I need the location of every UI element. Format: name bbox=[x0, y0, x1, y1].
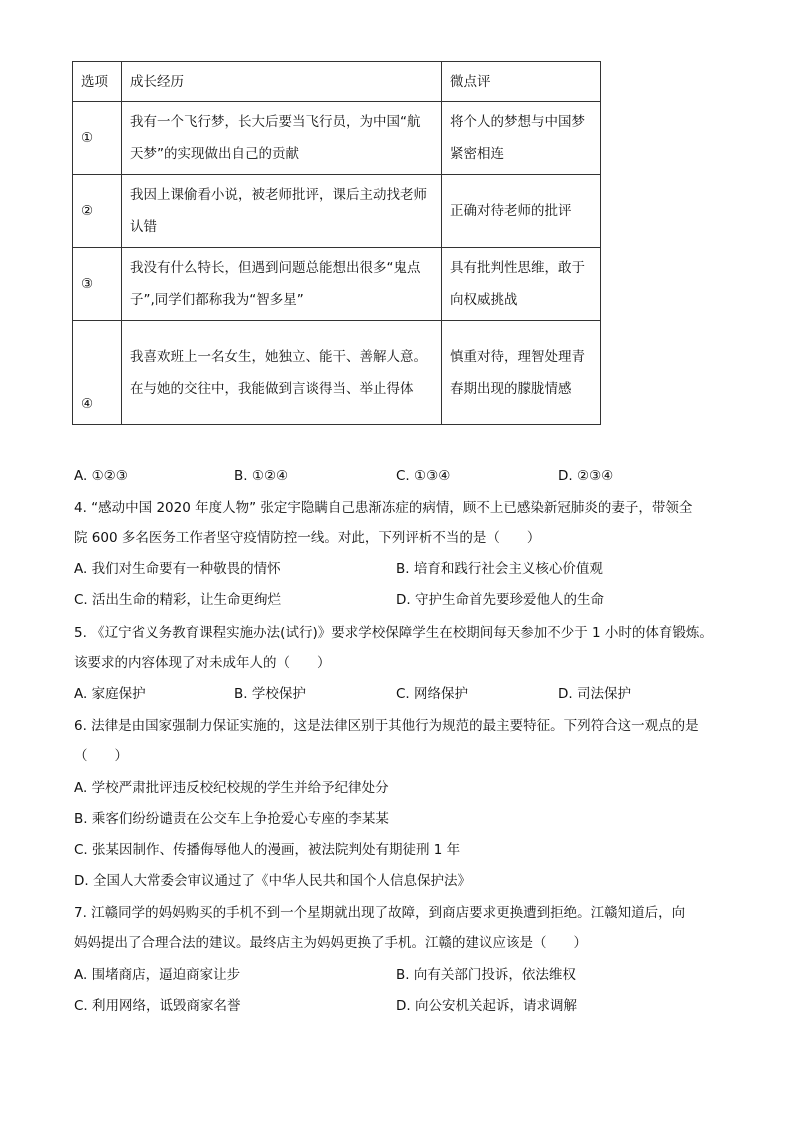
text-line: 春期出现的朦胧情感 bbox=[450, 380, 572, 397]
text-line: 天梦”的实现做出自己的贡献 bbox=[130, 146, 299, 162]
text-line: 认错 bbox=[130, 219, 157, 235]
text-line: 在与她的交往中，我能做到言谈得当、举止得体 bbox=[130, 380, 414, 397]
q3-option-c: C. ①③④ bbox=[396, 468, 451, 484]
row-number: ① bbox=[73, 102, 122, 175]
q7-option-a: A. 围堵商店，逼迫商家让步 bbox=[74, 967, 241, 983]
header-option: 选项 bbox=[73, 62, 122, 102]
text-line: 慎重对待，理智处理青 bbox=[450, 348, 585, 365]
q7-stem-line-1: 7. 江赣同学的妈妈购买的手机不到一个星期就出现了故障，到商店要求更换遭到拒绝。江赣知道后，向 bbox=[74, 905, 686, 921]
q6-option-b: B. 乘客们纷纷谴责在公交车上争抢爱心专座的李某某 bbox=[74, 811, 389, 827]
row-experience bbox=[122, 175, 442, 248]
q5-option-d: D. 司法保护 bbox=[558, 686, 631, 702]
q5-option-b: B. 学校保护 bbox=[234, 686, 306, 702]
q3-option-b: B. ①②④ bbox=[234, 468, 289, 484]
text-line: 将个人的梦想与中国梦 bbox=[450, 114, 585, 130]
q6-option-c: C. 张某因制作、传播侮辱他人的漫画，被法院判处有期徒刑 1 年 bbox=[74, 842, 461, 858]
q4-option-b: B. 培育和践行社会主义核心价值观 bbox=[396, 561, 603, 577]
table-row bbox=[73, 102, 601, 175]
q4-option-a: A. 我们对生命要有一种敬畏的情怀 bbox=[74, 561, 281, 577]
text-line: 具有批判性思维，敢于 bbox=[450, 260, 585, 276]
q3-option-a: A. ①②③ bbox=[74, 468, 128, 484]
q5-option-c: C. 网络保护 bbox=[396, 686, 469, 702]
row-number: ④ bbox=[73, 321, 122, 425]
q7-option-c: C. 利用网络，诋毁商家名誉 bbox=[74, 998, 241, 1014]
q4-option-d: D. 守护生命首先要珍爱他人的生命 bbox=[396, 592, 604, 608]
text-line: 紧密相连 bbox=[450, 146, 504, 162]
table-row bbox=[73, 175, 601, 248]
text-line: 正确对待老师的批评 bbox=[450, 203, 572, 219]
header-comment: 微点评 bbox=[442, 62, 601, 102]
text-line: 子”,同学们都称我为“智多星” bbox=[130, 292, 304, 308]
row-number: ② bbox=[73, 175, 122, 248]
q3-option-d: D. ②③④ bbox=[558, 468, 614, 484]
q7-stem-line-2: 妈妈提出了合理合法的建议。最终店主为妈妈更换了手机。江赣的建议应该是（ ） bbox=[74, 935, 587, 951]
table-header-row bbox=[73, 62, 601, 102]
q4-stem-line-1: 4. “感动中国 2020 年度人物” 张定宇隐瞒自己患渐冻症的病情，顾不上已感染新冠肺炎的妻子，带领全 bbox=[74, 500, 693, 516]
text-line: 我有一个飞行梦，长大后要当飞行员，为中国“航 bbox=[130, 114, 421, 130]
q6-option-a: A. 学校严肃批评违反校纪校规的学生并给予纪律处分 bbox=[74, 780, 389, 796]
text-line: 我因上课偷看小说，被老师批评，课后主动找老师 bbox=[130, 187, 427, 203]
text-line: 向权威挑战 bbox=[450, 292, 518, 308]
q7-option-d: D. 向公安机关起诉，请求调解 bbox=[396, 998, 577, 1014]
row-experience bbox=[122, 102, 442, 175]
row-experience bbox=[122, 321, 442, 425]
row-comment bbox=[442, 248, 601, 321]
q5-stem-line-2: 该要求的内容体现了对未成年人的（ ） bbox=[74, 655, 331, 671]
row-number: ③ bbox=[73, 248, 122, 321]
row-comment bbox=[442, 175, 601, 248]
q4-stem-line-2: 院 600 多名医务工作者坚守疫情防控一线。对此，下列评析不当的是（ ） bbox=[74, 530, 541, 546]
text-line: 我喜欢班上一名女生，她独立、能干、善解人意。 bbox=[130, 348, 427, 365]
header-experience: 成长经历 bbox=[122, 62, 442, 102]
q6-stem-line-2: （ ） bbox=[74, 748, 128, 764]
q6-option-d: D. 全国人大常委会审议通过了《中华人民共和国个人信息保护法》 bbox=[74, 873, 471, 889]
row-experience bbox=[122, 248, 442, 321]
table-row bbox=[73, 248, 601, 321]
q5-stem-line-1: 5. 《辽宁省义务教育课程实施办法(试行)》要求学校保障学生在校期间每天参加不少于 1 小时的体育锻炼。 bbox=[74, 625, 713, 641]
q3-options-table bbox=[72, 61, 601, 425]
q5-option-a: A. 家庭保护 bbox=[74, 686, 146, 702]
q6-stem-line-1: 6. 法律是由国家强制力保证实施的，这是法律区别于其他行为规范的最主要特征。下列符合这一观点的是 bbox=[74, 718, 699, 734]
text-line: 我没有什么特长，但遇到问题总能想出很多“鬼点 bbox=[130, 260, 421, 276]
table-row bbox=[73, 321, 601, 425]
row-comment bbox=[442, 102, 601, 175]
q7-option-b: B. 向有关部门投诉，依法维权 bbox=[396, 967, 576, 983]
q4-option-c: C. 活出生命的精彩，让生命更绚烂 bbox=[74, 592, 282, 608]
row-comment bbox=[442, 321, 601, 425]
